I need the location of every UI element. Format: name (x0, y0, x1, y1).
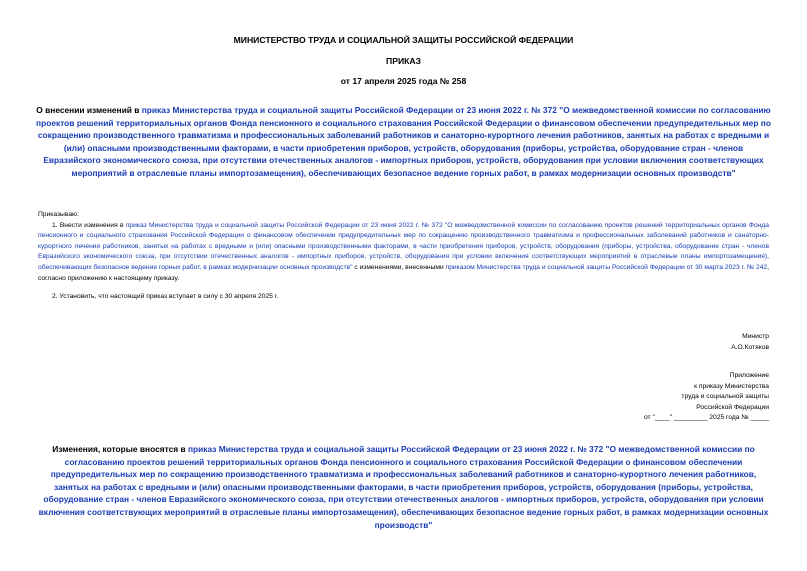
appendix-header (644, 371, 769, 424)
ministry-heading: МИНИСТЕРСТВО ТРУДА И СОЦИАЛЬНОЙ ЗАЩИТЫ РОССИЙСКОЙ ФЕДЕРАЦИИ (233, 35, 574, 45)
changes-title-prefix: Изменения, которые вносятся в (52, 444, 188, 454)
order-intro: Приказываю: (38, 211, 79, 218)
item1-amendment-link[interactable]: приказом Министерства труда и социальной защиты Российской Федерации от 30 марта 2023 г. № 242 (445, 263, 768, 271)
changes-title-order-link[interactable]: приказ Министерства труда и социальной защиты Российской Федерации от 23 июня 2022 г. № 372 "О межведомственной комиссии по согласованию проектов решений территориальных органов Фонда пенсионного и социального страхования Российской Федерации о финансовом обеспечении предупредительных мер по сокращению производственного травматизма и профессиональных заболеваний работников и санаторно-курортного лечения работников, занятых на работах с вредными и (или) опасными производственными факторами, в части приобретения приборов, устройств, оборудования (приборы, устройства, оборудование стран - членов Евразийского экономического союза, при отсутствии отечественных аналогов - импортных приборов, устройств, оборудования при условии включения соответствующих мероприятий в отраслевые планы импортозамещения), обеспечивающих безопасное ведение горных работ, в рамках модернизации основных производств" (38, 444, 769, 530)
signature-name: А.О.Котяков (731, 343, 769, 351)
signature-position: Министр (742, 333, 769, 340)
signature-block (731, 332, 769, 353)
document-title (36, 104, 771, 180)
appendix-line-2: к приказу Министерства (694, 382, 769, 390)
order-item-2: 2. Установить, что настоящий приказ вступает в силу с 30 апреля 2025 г. (52, 293, 279, 300)
document-type: ПРИКАЗ (386, 56, 421, 66)
item1-prefix: 1. Внести изменения в (52, 221, 126, 229)
item1-suffix: , согласно приложению к настоящему приказу. (38, 263, 769, 282)
document-date-number: от 17 апреля 2025 года № 258 (340, 76, 467, 86)
appendix-line-1: Приложение (729, 372, 769, 379)
item1-order-link[interactable]: приказ Министерства труда и социальной защиты Российской Федерации от 23 июня 2022 г. № 372 "О межведомственной комиссии по согласованию проектов решений территориальных органов Фонда пенсионного и социального страхования Российской Федерации о финансовом обеспечении предупредительных мер по сокращению производственного травматизма и профессиональных заболеваний работников и санаторно-курортного лечения работников, занятых на работах с вредными и (или) опасными производственными факторами, в части приобретения приборов, устройств, оборудования (приборы, устройства, оборудование стран - членов Евразийского экономического союза, при отсутствии отечественных аналогов - импортных приборов, устройств, оборудования при условии включения соответствующих мероприятий в отраслевые планы импортозамещения), обеспечивающих безопасное ведение горных работ, в рамках модернизации основных производств" (38, 221, 769, 271)
title-amended-order-link[interactable]: приказ Министерства труда и социальной защиты Российской Федерации от 23 июня 2022 г. № 372 "О межведомственной комиссии по согласованию проектов решений территориальных органов Фонда пенсионного и социального страхования Российской Федерации о финансовом обеспечении предупредительных мер по сокращению производственного травматизма и профессиональных заболеваний работников и санаторно-курортного лечения работников, занятых на работах с вредными и (или) опасными производственными факторами, в части приобретения приборов, устройств, оборудования (приборы, устройства, оборудование стран - членов Евразийского экономического союза, при отсутствии отечественных аналогов - импортных приборов, устройств, оборудования при условии включения соответствующих мероприятий в отраслевые планы импортозамещения), обеспечивающих безопасное ведение горных работ, в рамках модернизации основных производств" (36, 105, 771, 178)
appendix-line-3: труда и социальной защиты (681, 393, 769, 400)
order-item-1 (38, 221, 769, 285)
title-prefix: О внесении изменений в (36, 105, 142, 115)
order-body (38, 210, 769, 284)
appendix-line-5: от "____" _________ 2025 года № _____ (643, 414, 769, 421)
appendix-line-4: Российской Федерации (696, 403, 769, 411)
changes-title (36, 443, 771, 531)
item1-mid: с изменениями, внесенными (352, 263, 446, 271)
